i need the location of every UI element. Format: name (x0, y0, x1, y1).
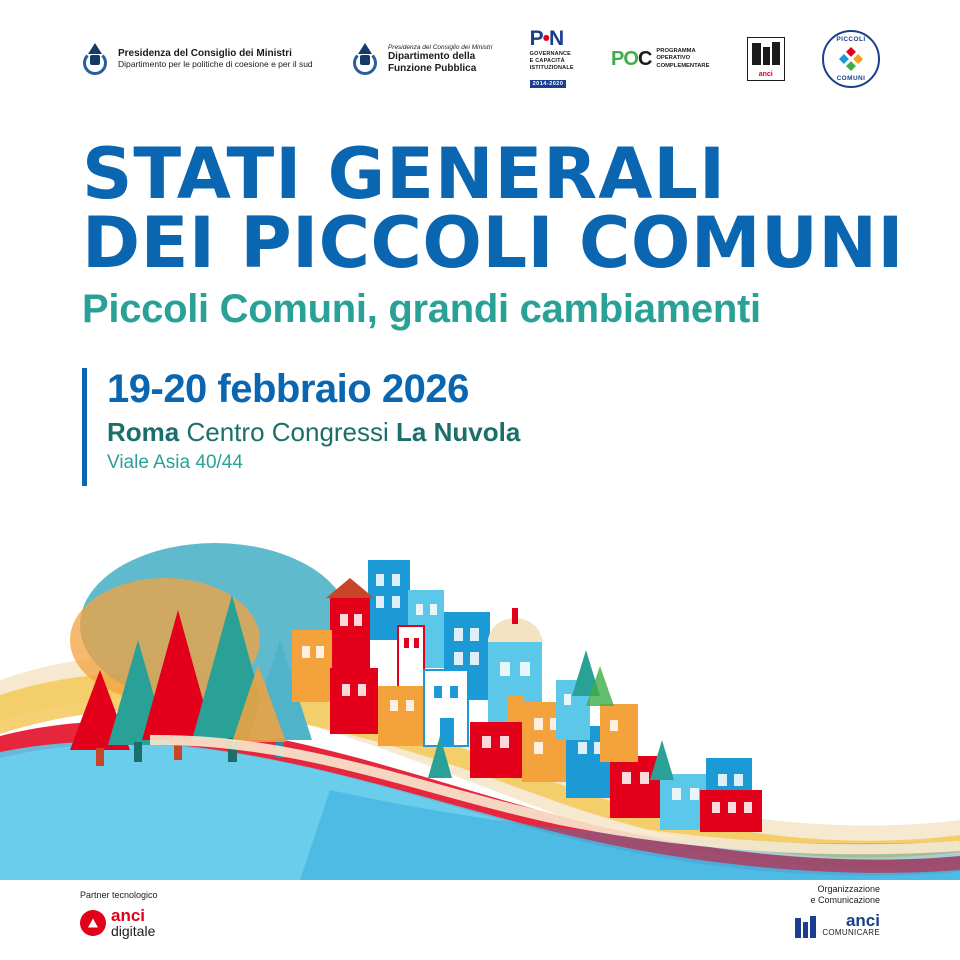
org-name: anci (845, 911, 880, 931)
headline-line-1: STATI GENERALI (82, 133, 727, 215)
logo-pon (530, 28, 574, 90)
gov1-line1: Presidenza del Consiglio dei Ministri (118, 48, 292, 60)
org-sub: COMUNICARE (822, 928, 880, 938)
partner-name: anci (111, 905, 146, 925)
republic-emblem-icon-2 (350, 39, 380, 79)
anci-label: anci (758, 71, 773, 78)
republic-emblem-icon (80, 39, 110, 79)
poc-subtitle: PROGRAMMA OPERATIVO COMPLEMENTARE (656, 47, 710, 69)
footer-organization-block (795, 884, 880, 938)
headline-line-2: DEI PICCOLI COMUNI (82, 201, 904, 284)
logo-presidenza-coesione (80, 39, 313, 79)
pclogo-bottom: COMUNI (836, 75, 866, 82)
logo-anci (747, 37, 785, 81)
logo-piccoli-comuni (822, 30, 880, 88)
event-city: Roma (107, 417, 180, 447)
anci-digitale-icon (80, 910, 106, 936)
event-date: 19-20 febbraio 2026 (107, 367, 469, 411)
logo-funzione-pubblica-text (388, 44, 492, 74)
logo-anci-digitale (80, 905, 158, 939)
event-venue-pre: Centro Congressi (186, 417, 389, 447)
pclogo-top: PICCOLI (836, 36, 866, 43)
headline-subtitle: Piccoli Comuni, grandi cambiamenti (82, 287, 761, 332)
pon-wordmark: P•N (529, 27, 564, 51)
org-label-2: e Comunicazione (810, 895, 880, 906)
anci-digitale-text (111, 905, 156, 939)
footer-partner-block (80, 890, 158, 938)
pon-subtitle: GOVERNANCE E CAPACITÀ ISTITUZIONALE (529, 51, 574, 71)
gov1-line2: Dipartimento per le politiche di coesione e per il sud (118, 58, 313, 69)
partner-label: Partner tecnologico (80, 890, 158, 901)
poc-wordmark: POC (611, 48, 652, 70)
anci-comunicare-text (822, 913, 880, 938)
event-address: Viale Asia 40/44 (107, 451, 243, 473)
logo-bar (80, 27, 880, 88)
gov2-top: Presidenza del Consiglio dei Ministri (387, 43, 493, 51)
logo-anci-comunicare (795, 913, 880, 938)
partner-sub: digitale (111, 923, 156, 939)
event-venue-name: La Nuvola (396, 417, 521, 447)
village-illustration (0, 490, 960, 880)
anci-building-icon (795, 914, 817, 938)
logo-poc (611, 48, 709, 71)
event-details-block (82, 368, 520, 486)
pon-years: 2014-2020 (530, 80, 567, 88)
org-label-1: Organizzazione (817, 883, 880, 894)
logo-presidenza-coesione-text (118, 48, 313, 69)
gov2-line1: Dipartimento della (387, 51, 476, 63)
headline-block (82, 133, 904, 332)
gov2-line2: Funzione Pubblica (387, 62, 477, 74)
logo-funzione-pubblica (350, 39, 492, 79)
event-venue (107, 418, 520, 448)
